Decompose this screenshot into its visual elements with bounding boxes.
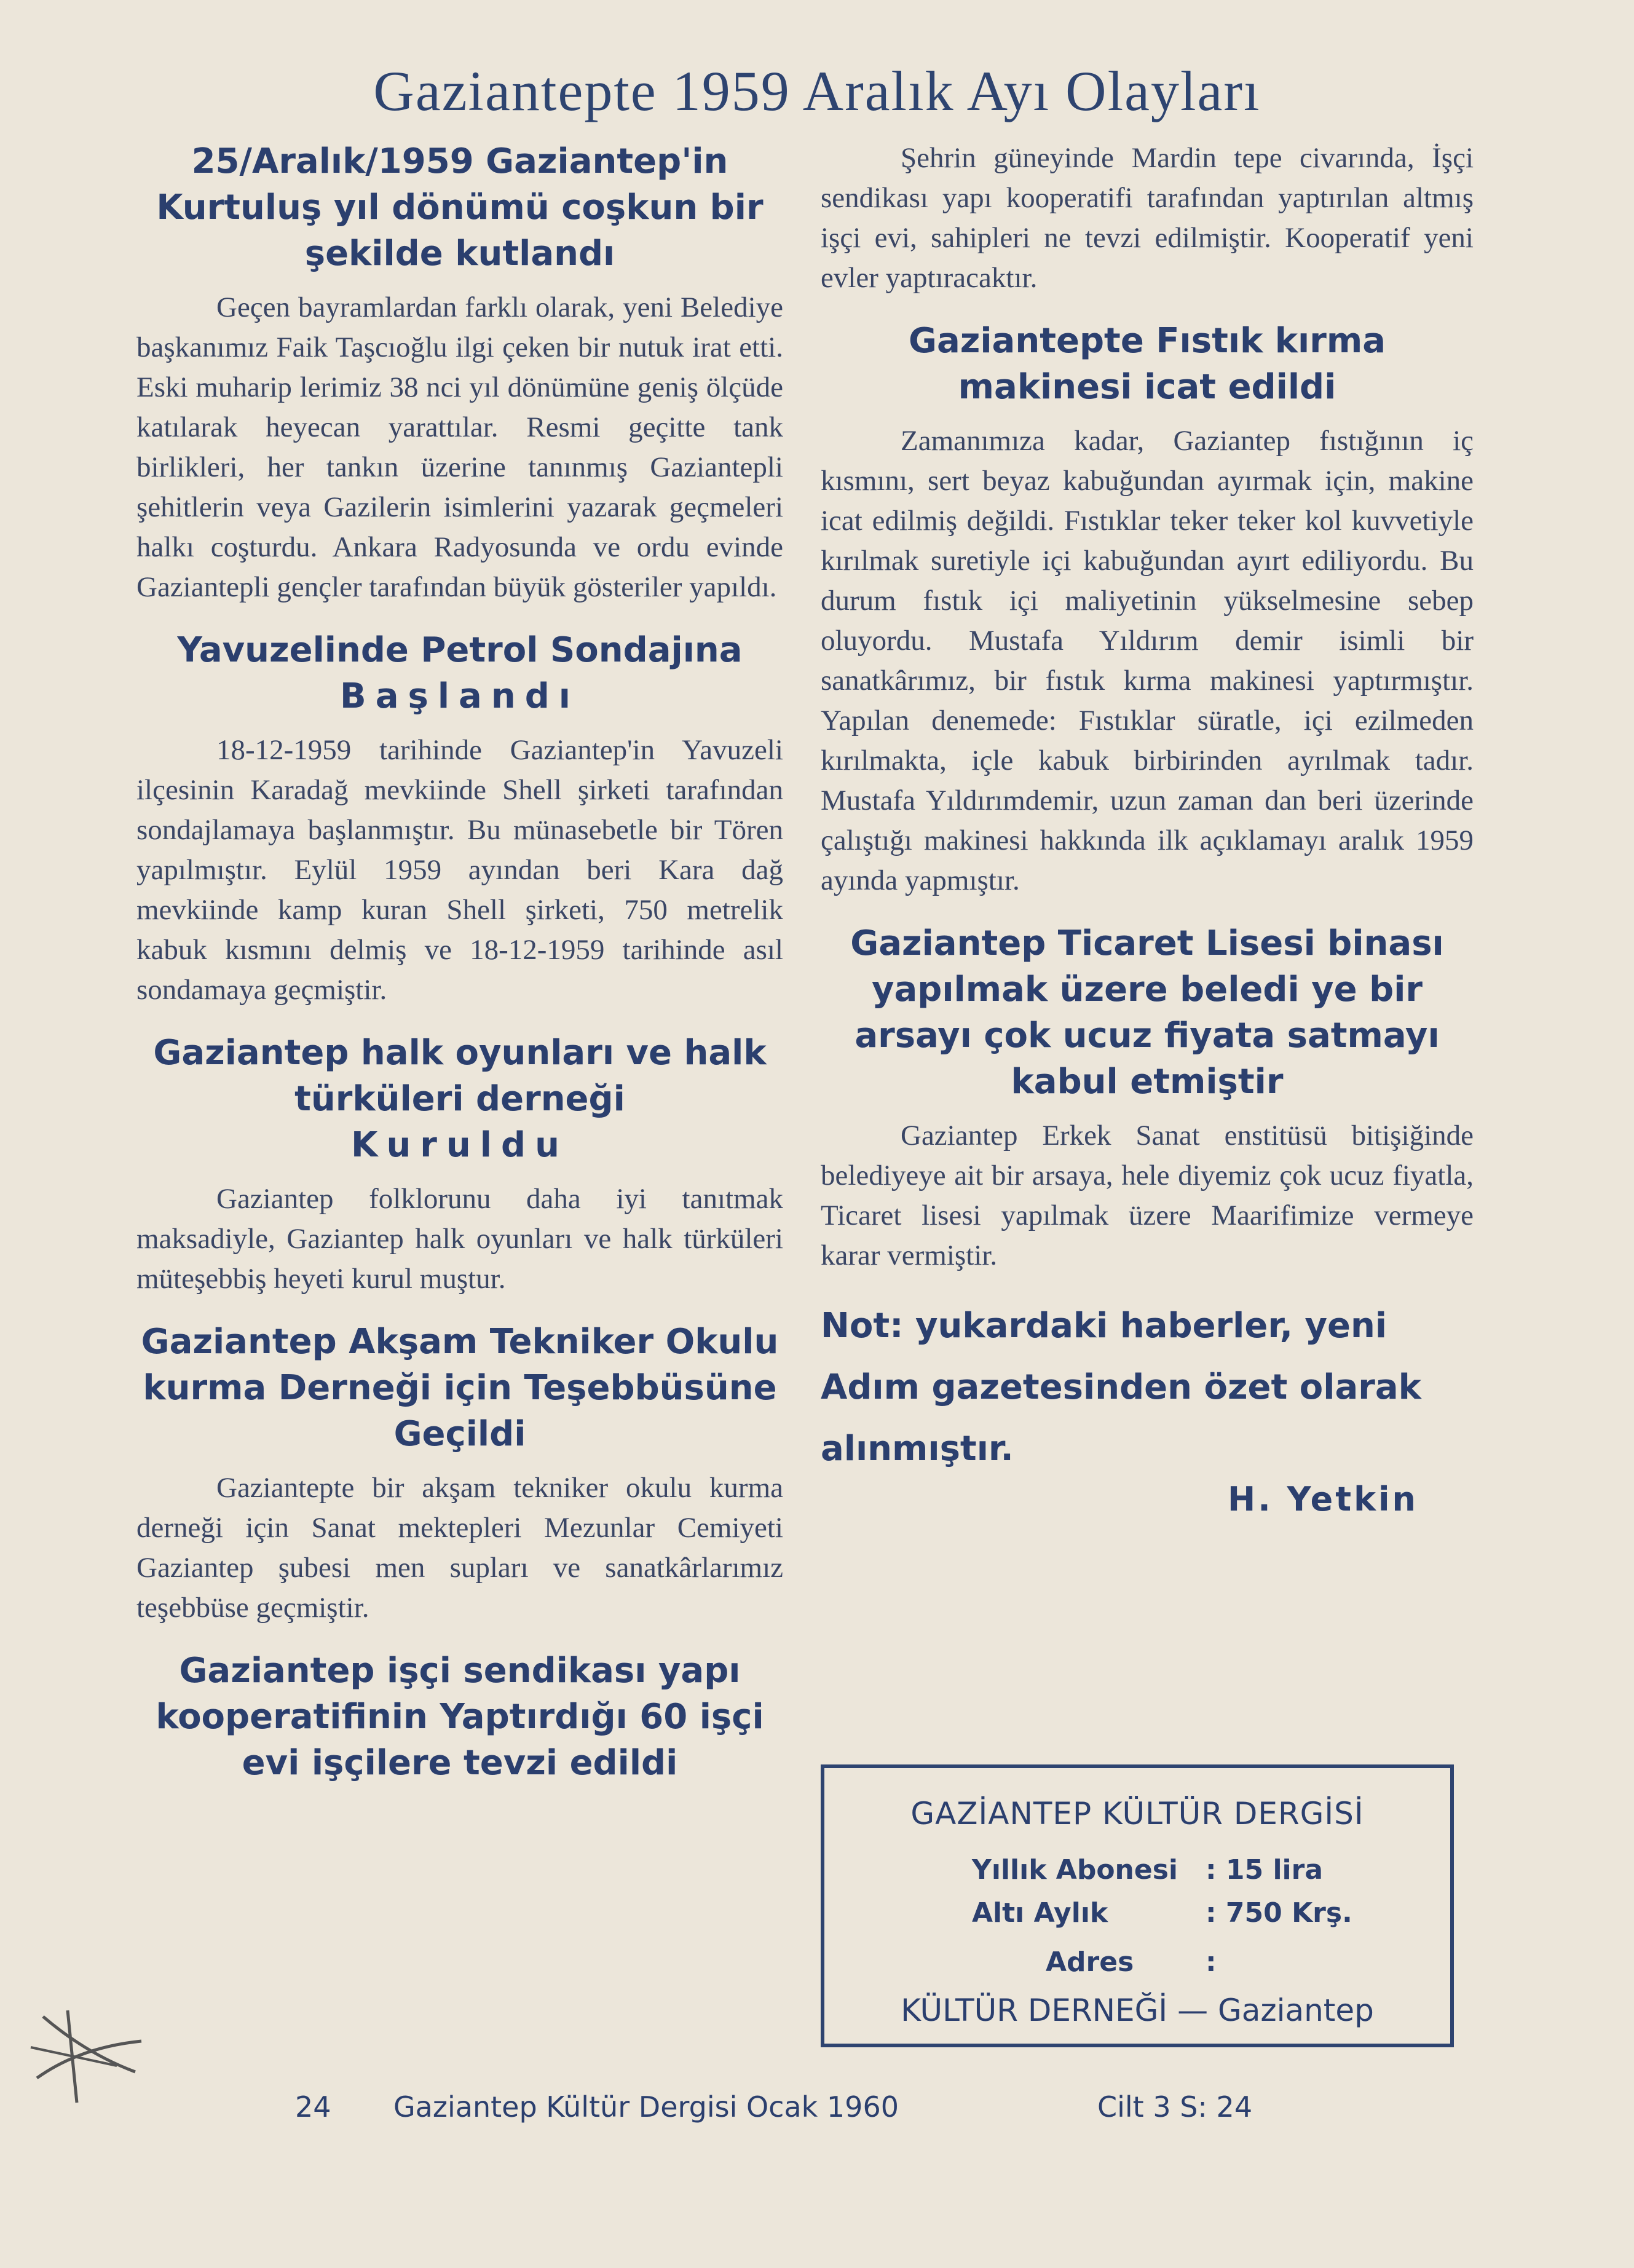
- left-column: [136, 138, 783, 1786]
- page-title: Gaziantepte 1959 Aralık Ayı Olayları: [373, 60, 1261, 122]
- article-headline-continued: Kuruldu: [351, 1125, 569, 1165]
- yearly-label: Yıllık Abonesi: [972, 1854, 1178, 1886]
- source-note: Not: yukardaki haberler, yeni Adım gazetesinden özet olarak alınmıştır.: [821, 1306, 1421, 1469]
- subscription-box: [821, 1764, 1454, 2047]
- page-number: 24: [295, 2090, 331, 2124]
- article-body: 18-12-1959 tarihinde Gaziantep'in Yavuzeli ilçesinin Karadağ mevkiinde Shell şirketi tarafından sondajlamaya başlanmıştır. Bu münasebetle bir Tören yapılmıştır. Eylül 1959 ayından beri Kara dağ mevkiinde kamp kuran Shell şirketi, 750 metrelik kabuk kısmını delmiş ve 18-12-1959 tarihinde asıl sondamaya geçmiştir.: [136, 734, 783, 1006]
- article-headline: Gaziantep işçi sendikası yapı kooperatifinin Yaptırdığı 60 işçi evi işçilere tevzi edildi: [156, 1651, 764, 1783]
- article-body: Geçen bayramlardan farklı olarak, yeni Belediye başkanımız Faik Taşcıoğlu ilgi çeken bir nutuk irat etti. Eski muharip lerimiz 38 nci yıl dönümüne geniş ölçüde katılarak heyecan yarattılar. Resmi geçitte tank birlikleri, her tankın üzerine tanınmış Gaziantepli şehitlerin veya Gazilerin isimlerini yazarak geçmeleri halkı coşturdu. Ankara Radyosunda ve ordu evinde Gaziantepli gençler tarafından büyük gösteriler yapıldı.: [136, 291, 783, 603]
- publication-name: Gaziantep Kültür Dergisi Ocak 1960: [393, 2090, 899, 2124]
- half-label: Altı Aylık: [972, 1897, 1108, 1929]
- article-body: Zamanımıza kadar, Gaziantep fıstığının iç kısmını, sert beyaz kabuğundan ayırmak için, makine icat edilmiş değildi. Fıstıklar teker teker kol kuvvetiyle kırılmak suretiyle içi kabuğundan ayırt ediliyordu. Bu durum fıstık içi maliyetinin yükselmesine sebep oluyordu. Mustafa Yıldırım demir isimli bir sanatkârımız, bir fıstık kırma makinesi yaptırmıştır. Yapılan denemede: Fıstıklar süratle, içi ezilmeden kırılmakta, içle kabuk birbirinden ayrılmak tadır. Mustafa Yıldırımdemir, uzun zaman dan beri üzerinde çalıştığı makinesi hakkında ilk açıklamayı aralık 1959 ayında yapmıştır.: [821, 425, 1474, 896]
- article-body: Gaziantep folklorunu daha iyi tanıtmak maksadiyle, Gaziantep halk oyunları ve halk türküleri müteşebbiş heyeti kurul muştur.: [136, 1183, 783, 1295]
- address-line: KÜLTÜR DERNEĞİ — Gaziantep: [901, 1993, 1374, 2028]
- right-column: [821, 138, 1474, 1519]
- article-headline: Gaziantepte Fıstık kırma makinesi icat edildi: [909, 321, 1386, 407]
- article-continuation: Şehrin güneyinde Mardin tepe civarında, İşçi sendikası yapı kooperatifi tarafından yaptırılan altmış işçi evi, sahipleri ne tevzi edilmiştir. Kooperatif yeni evler yaptıracaktır.: [821, 142, 1474, 294]
- half-value: : 750 Krş.: [1206, 1897, 1352, 1929]
- article-headline-continued: Başlandı: [340, 676, 580, 716]
- article-headline: Gaziantep Ticaret Lisesi binası yapılmak üzere beledi ye bir arsayı çok ucuz fiyata satmayı kabul etmiştir: [850, 923, 1444, 1102]
- handwritten-mark-icon: [25, 1986, 148, 2109]
- article-headline: Gaziantep halk oyunları ve halk türküleri derneği: [153, 1033, 767, 1119]
- address-value: :: [1206, 1946, 1217, 1978]
- article-body: Gaziantep Erkek Sanat enstitüsü bitişiğinde belediyeye ait bir arsaya, hele diyemiz çok ucuz fiyatla, Ticaret lisesi yapılmak üzere Maarifimize vermeye karar vermiştir.: [821, 1120, 1474, 1271]
- article-body: Gaziantepte bir akşam tekniker okulu kurma derneği için Sanat mektepleri Mezunlar Cemiyeti Gaziantep şubesi men supları ve sanatkârlarımız teşebbüse geçmiştir.: [136, 1472, 783, 1624]
- address-label: Adres: [1046, 1946, 1134, 1978]
- subscription-title: GAZİANTEP KÜLTÜR DERGİSİ: [910, 1796, 1364, 1831]
- article-headline: Yavuzelinde Petrol Sondajına: [177, 630, 743, 670]
- volume-issue: Cilt 3 S: 24: [1097, 2090, 1253, 2124]
- article-headline: 25/Aralık/1959 Gaziantep'in Kurtuluş yıl dönümü coşkun bir şekilde kutlandı: [156, 141, 764, 274]
- article-headline: Gaziantep Akşam Tekniker Okulu kurma Derneği için Teşebbüsüne Geçildi: [141, 1322, 779, 1454]
- yearly-value: : 15 lira: [1206, 1854, 1324, 1886]
- author-signature: H. Yetkin: [1228, 1480, 1418, 1519]
